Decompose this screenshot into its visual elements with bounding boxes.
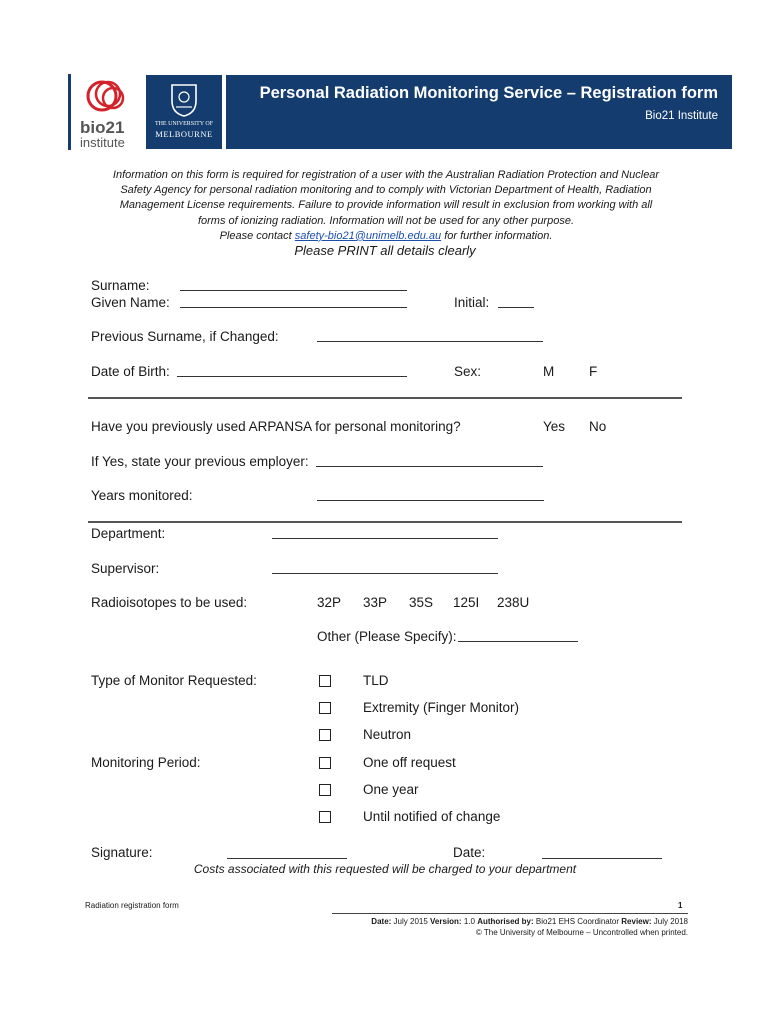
extremity-checkbox[interactable] [319, 702, 331, 714]
isotope-option[interactable]: 238U [497, 595, 530, 610]
signature-field[interactable] [227, 858, 347, 859]
dob-label: Date of Birth: [91, 364, 170, 379]
footer-authorised-value: Bio21 EHS Coordinator [535, 917, 620, 926]
tld-option-label: TLD [363, 673, 389, 688]
footer-review-label: Review: [621, 917, 652, 926]
other-isotope-label: Other (Please Specify): [317, 629, 457, 644]
arpansa-question: Have you previously used ARPANSA for personal monitoring? [91, 419, 461, 434]
arpansa-no-option[interactable]: No [589, 419, 607, 434]
one-off-option-label: One off request [363, 755, 456, 770]
bio21-logo-subtext: institute [80, 135, 125, 150]
page-subtitle: Bio21 Institute [645, 110, 718, 122]
one-year-checkbox[interactable] [319, 784, 331, 796]
initial-label: Initial: [454, 295, 490, 310]
sex-label: Sex: [454, 364, 482, 379]
years-monitored-label: Years monitored: [91, 488, 193, 503]
intro-line-3: Management License requirements. Failure to provide information will result in exclusion from working with all [119, 199, 653, 212]
footer-rule [332, 913, 688, 914]
monitoring-period-label: Monitoring Period: [91, 755, 201, 770]
until-notified-option-label: Until notified of change [363, 809, 501, 824]
bio21-logo [80, 76, 136, 148]
isotope-option[interactable]: 32P [317, 595, 342, 610]
footer-date-value: July 2015 [393, 917, 428, 926]
department-label: Department: [91, 526, 166, 541]
intro-line-1: Information on this form is required for registration of a user with the Australian Radiation Protection and Nuclear [112, 169, 660, 181]
surname-field[interactable] [180, 290, 407, 291]
section-divider-1 [88, 397, 682, 399]
page-title: Personal Radiation Monitoring Service – Registration form [259, 84, 718, 102]
isotope-option[interactable]: 35S [409, 595, 434, 610]
until-notified-checkbox[interactable] [319, 811, 331, 823]
footer-meta [371, 917, 688, 926]
tld-checkbox[interactable] [319, 675, 331, 687]
previous-employer-field[interactable] [316, 466, 543, 467]
department-field[interactable] [272, 538, 498, 539]
footer-form-name: Radiation registration form [85, 901, 179, 910]
cost-note: Costs associated with this requested will be charged to your department [193, 862, 577, 876]
sex-option-f[interactable]: F [589, 364, 598, 379]
footer-version-value: 1.0 [463, 917, 475, 926]
neutron-option-label: Neutron [363, 727, 412, 742]
arpansa-yes-option[interactable]: Yes [543, 419, 566, 434]
other-isotope-field[interactable] [458, 641, 578, 642]
university-logo [146, 75, 222, 149]
footer-version-label: Version: [430, 917, 462, 926]
supervisor-label: Supervisor: [91, 561, 160, 576]
intro-text [86, 168, 686, 244]
initial-field[interactable] [498, 307, 534, 308]
bio21-logo-text: bio21 [80, 118, 125, 137]
print-notice: Please PRINT all details clearly [294, 243, 476, 258]
date-label: Date: [453, 845, 486, 860]
surname-label: Surname: [91, 278, 150, 293]
university-line2: MELBOURNE [155, 129, 213, 139]
intro-line-4: forms of ionizing radiation. Information will not be used for any other purpose. [197, 214, 575, 227]
signature-label: Signature: [91, 845, 153, 860]
given-name-field[interactable] [180, 307, 407, 308]
header-left-rule [68, 74, 71, 150]
footer-review-value: July 2018 [653, 917, 688, 926]
isotope-option[interactable]: 125I [453, 595, 480, 610]
intro-contact [86, 229, 686, 244]
sex-option-m[interactable]: M [543, 364, 555, 379]
contact-suffix: for further information. [444, 229, 553, 242]
supervisor-field[interactable] [272, 573, 498, 574]
footer-copyright: © The University of Melbourne – Uncontrolled when printed. [475, 928, 688, 937]
contact-email-link[interactable]: safety-bio21@unimelb.edu.au [294, 229, 442, 242]
university-line1: THE UNIVERSITY OF [154, 121, 214, 127]
neutron-checkbox[interactable] [319, 729, 331, 741]
header-banner [226, 75, 732, 149]
isotope-option[interactable]: 33P [363, 595, 388, 610]
section-divider-2 [88, 521, 682, 523]
one-year-option-label: One year [363, 782, 419, 797]
bio21-rings-icon [80, 76, 136, 116]
intro-line-2: Safety Agency for personal radiation monitoring and to comply with Victorian Department of Health, Radiation [120, 184, 652, 197]
dob-field[interactable] [177, 376, 407, 377]
previous-surname-label: Previous Surname, if Changed: [91, 329, 279, 344]
given-name-label: Given Name: [91, 295, 170, 310]
monitor-type-label: Type of Monitor Requested: [91, 673, 257, 688]
one-off-checkbox[interactable] [319, 757, 331, 769]
date-field[interactable] [542, 858, 662, 859]
previous-employer-label: If Yes, state your previous employer: [91, 454, 309, 469]
university-crest-icon [170, 83, 198, 117]
footer-authorised-label: Authorised by: [477, 917, 534, 926]
contact-prefix: Please contact [219, 229, 292, 242]
extremity-option-label: Extremity (Finger Monitor) [363, 700, 520, 715]
radioisotopes-label: Radioisotopes to be used: [91, 595, 248, 610]
years-monitored-field[interactable] [317, 500, 544, 501]
footer-date-label: Date: [371, 917, 392, 926]
previous-surname-field[interactable] [317, 341, 543, 342]
footer-page-number: 1 [678, 901, 683, 910]
